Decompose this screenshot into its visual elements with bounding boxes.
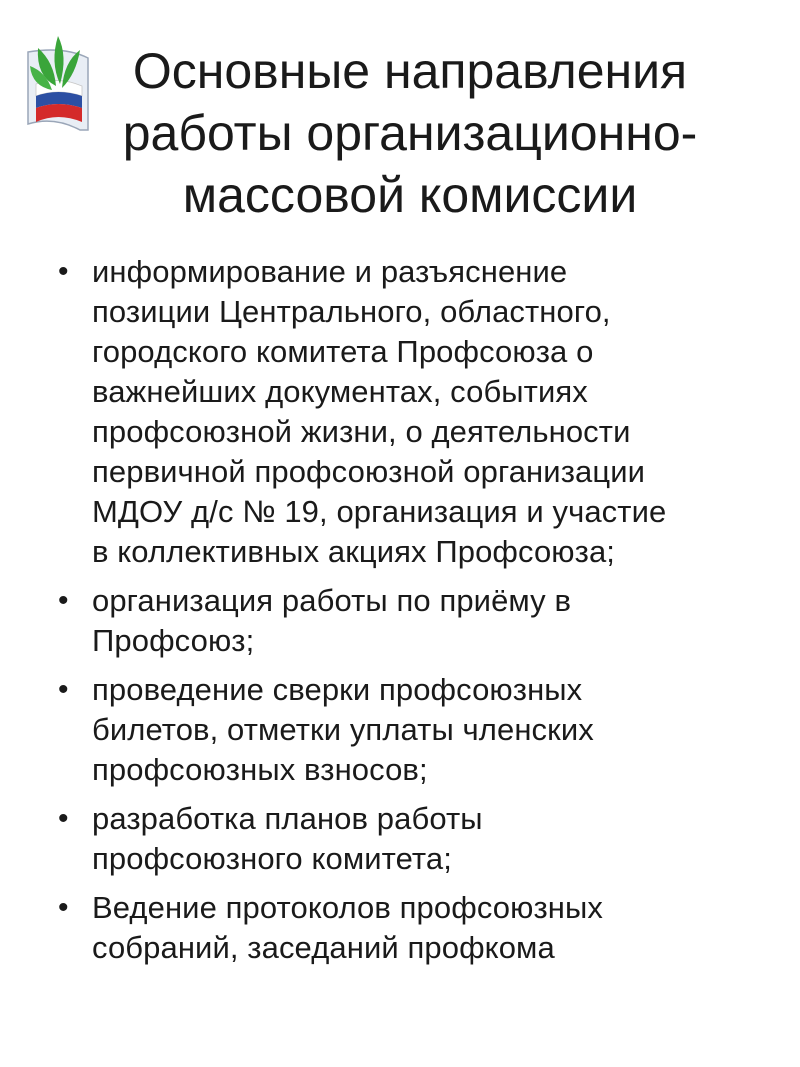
list-item-text-line: билетов, отметки уплаты членских [92, 712, 594, 747]
list-item [56, 670, 776, 790]
bullet-dot-icon: • [58, 891, 69, 924]
bullet-list [56, 252, 776, 977]
list-item-text-line: городского комитета Профсоюза о [92, 334, 594, 369]
list-item [56, 799, 776, 879]
list-item-text-line: в коллективных акциях Профсоюза; [92, 534, 616, 569]
bullet-dot-icon: • [58, 255, 69, 288]
list-item-text-line: профсоюзных взносов; [92, 752, 428, 787]
list-item-text-line: профсоюзного комитета; [92, 841, 452, 876]
list-item-text-line: организация работы по приёму в [92, 583, 572, 618]
list-item [56, 581, 776, 661]
page-title [90, 40, 730, 226]
title-line: массовой комиссии [182, 167, 638, 223]
list-item [56, 888, 776, 968]
list-item-text-line: позиции Центрального, областного, [92, 294, 611, 329]
bullet-dot-icon: • [58, 802, 69, 835]
list-item-text-line: первичной профсоюзной организации [92, 454, 646, 489]
list-item-text-line: Ведение протоколов профсоюзных [92, 890, 603, 925]
union-logo-icon [24, 32, 92, 136]
list-item-text-line: проведение сверки профсоюзных [92, 672, 583, 707]
list-item-text-line: профсоюзной жизни, о деятельности [92, 414, 631, 449]
title-line: Основные направления [132, 43, 688, 99]
list-item-text-line: важнейших документах, событиях [92, 374, 588, 409]
list-item-text-line: МДОУ д/с № 19, организация и участие [92, 494, 667, 529]
title-line: работы организационно- [122, 105, 698, 161]
bullet-dot-icon: • [58, 673, 69, 706]
list-item-text-line: разработка планов работы [92, 801, 483, 836]
list-item-text-line: Профсоюз; [92, 623, 255, 658]
bullet-dot-icon: • [58, 584, 69, 617]
list-item-text-line: собраний, заседаний профкома [92, 930, 555, 965]
list-item-text-line: информирование и разъяснение [92, 254, 568, 289]
list-item [56, 252, 776, 572]
